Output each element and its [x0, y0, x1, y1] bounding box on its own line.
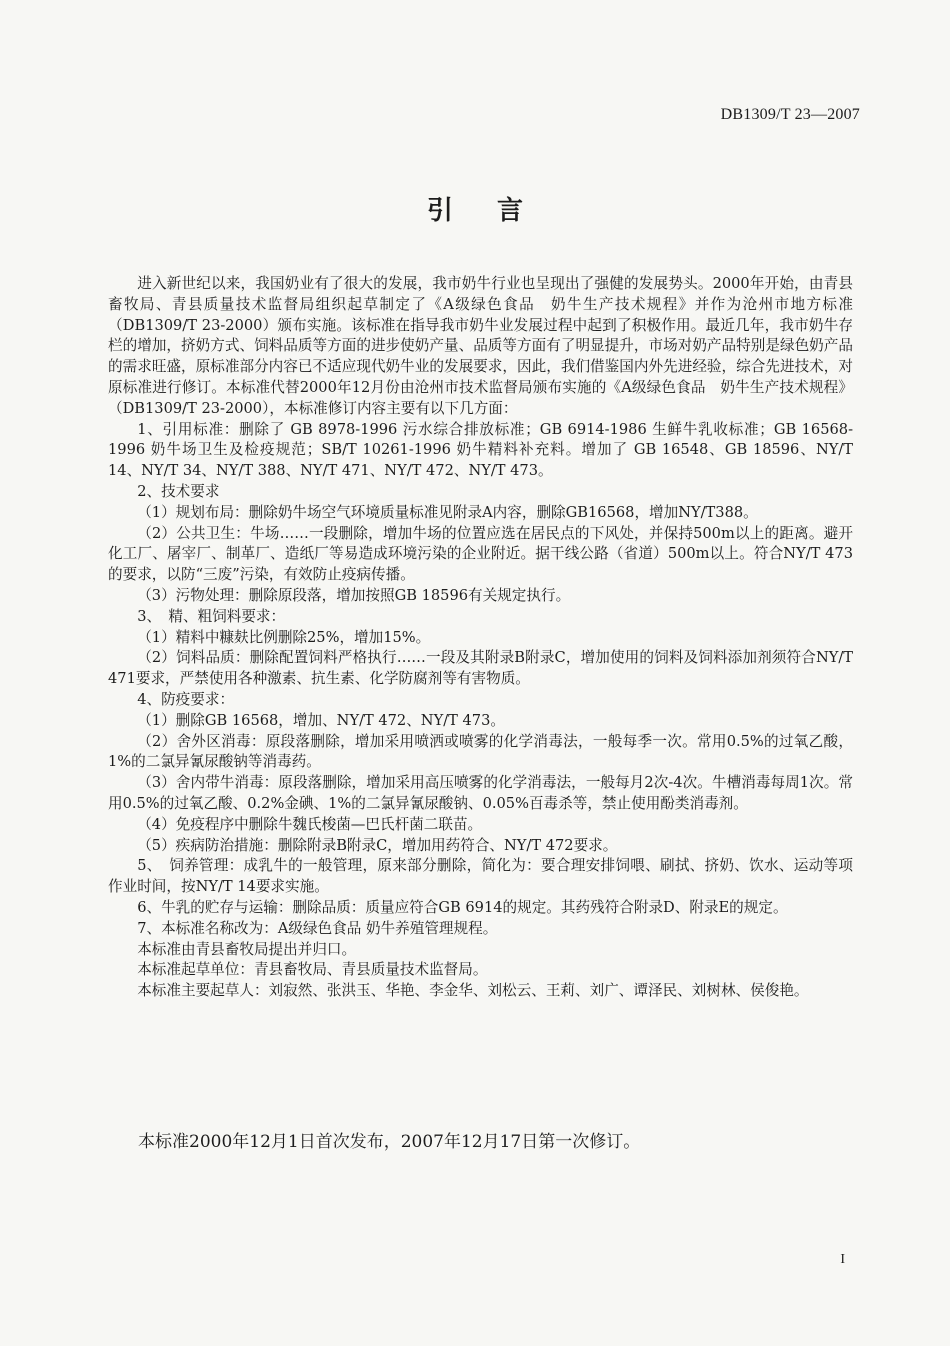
paragraph-milk-storage: 6、牛乳的贮存与运输：删除品质：质量应符合GB 6914的规定。其药残符合附录D、附录E的规定。 — [137, 898, 788, 916]
document-code: DB1309/T 23—2007 — [720, 106, 860, 123]
section-feed-requirements: 3、 精、粗饲料要求： — [137, 607, 286, 625]
page-title: 引言 — [426, 196, 567, 226]
section-epidemic-prevention: 4、防疫要求： — [137, 690, 235, 708]
paragraph-outdoor-disinfection: （2）舍外区消毒：原段落删除，增加采用喷洒或喷雾的化学消毒法，一般每季一次。常用0.5%的过氧乙酸，1%的二氯异氰尿酸钠等消毒药。 — [108, 732, 853, 771]
paragraph-layout: （1）规划布局：删除奶牛场空气环境质量标准见附录A内容，删除GB16568，增加NY/T388。 — [137, 503, 758, 521]
paragraph-waste-treatment: （3）污物处理：删除原段落，增加按照GB 18596有关规定执行。 — [137, 586, 571, 604]
paragraph-delete-gb16568: （1）删除GB 16568，增加、NY/T 472、NY/T 473。 — [137, 711, 505, 729]
paragraph-bran-ratio: （1）精料中糠麸比例删除25%，增加15%。 — [137, 628, 431, 646]
introduction-body — [108, 274, 853, 1002]
paragraph-proposed-by: 本标准由青县畜牧局提出并归口。 — [137, 940, 357, 958]
paragraph-intro: 进入新世纪以来，我国奶业有了很大的发展，我市奶牛行业也呈现出了强健的发展势头。2000年开始，由青县畜牧局、青县质量技术监督局组织起草制定了《A级绿色食品 奶牛生产技术规程》并作为沧州市地方标准（DB1309/T 23-2000）颁布实施。该标准在指导我市奶牛业发展过程中起到了积极作用。最近几年，我市奶牛存栏的增加，挤奶方式、饲料品质等方面的进步使奶产量、品质等方面有了明显提升，市场对奶产品特别是绿色奶产品的需求旺盛，原标准部分内容已不适应现代奶牛业的发展要求，因此，我们借鉴国内外先进经验，综合先进技术，对原标准进行修订。本标准代替2000年12月份由沧州市技术监督局颁布实施的《A级绿色食品 奶牛生产技术规程》（DB1309/T 23-2000），本标准修订内容主要有以下几方面： — [108, 275, 853, 417]
paragraph-indoor-disinfection: （3）舍内带牛消毒：原段落删除，增加采用高压喷雾的化学消毒法，一般每月2次-4次。牛槽消毒每周1次。常用0.5%的过氧乙酸、0.2%金碘、1%的二氯异氰尿酸钠、0.05%百毒杀等，禁止使用酚类消毒剂。 — [108, 774, 853, 812]
paragraph-immunization: （4）免疫程序中删除牛魏氏梭菌—巴氏杆菌二联苗。 — [137, 815, 483, 833]
paragraph-standard-name: 7、本标准名称改为：A级绿色食品 奶牛养殖管理规程。 — [137, 919, 498, 937]
paragraph-referenced-standards: 1、引用标准：删除了 GB 8978-1996 污水综合排放标准；GB 6914-1986 生鲜牛乳收标准；GB 16568-1996 奶牛场卫生及检疫规范；SB/T 10261-1996 奶牛精料补充料。增加了 GB 16548、GB 18596、NY/T 14、NY/T 34、NY/T 388、NY/T 471、NY/T 472、NY/T 473。 — [108, 420, 853, 480]
paragraph-drafters: 本标准主要起草人：刘寂然、张洪玉、华艳、李金华、刘松云、王莉、刘广、谭泽民、刘树林、侯俊艳。 — [137, 982, 809, 1000]
paragraph-public-hygiene: （2）公共卫生：牛场……一段删除，增加牛场的位置应选在居民点的下风处，并保持500m以上的距离。避开化工厂、屠宰厂、制革厂、造纸厂等易造成环境污染的企业附近。据干线公路（省道）500m以上。符合NY/T 473的要求，以防“三废”污染，有效防止疫病传播。 — [108, 524, 853, 584]
release-statement: 本标准2000年12月1日首次发布，2007年12月17日第一次修订。 — [138, 1132, 641, 1152]
paragraph-disease-control: （5）疾病防治措施：删除附录B附录C，增加用药符合、NY/T 472要求。 — [137, 836, 618, 854]
paragraph-drafting-units: 本标准起草单位：青县畜牧局、青县质量技术监督局。 — [137, 961, 488, 979]
page-number: I — [840, 1252, 845, 1267]
section-technical-requirements: 2、技术要求 — [137, 482, 220, 500]
paragraph-feeding-management: 5、 饲养管理：成乳牛的一般管理，原来部分删除，简化为：要合理安排饲喂、刷拭、挤奶、饮水、运动等项作业时间，按NY/T 14要求实施。 — [108, 857, 853, 896]
paragraph-feed-quality: （2）饲料品质：删除配置饲料严格执行……一段及其附录B附录C，增加使用的饲料及饲料添加剂须符合NY/T 471要求，严禁使用各种激素、抗生素、化学防腐剂等有害物质。 — [108, 649, 853, 688]
